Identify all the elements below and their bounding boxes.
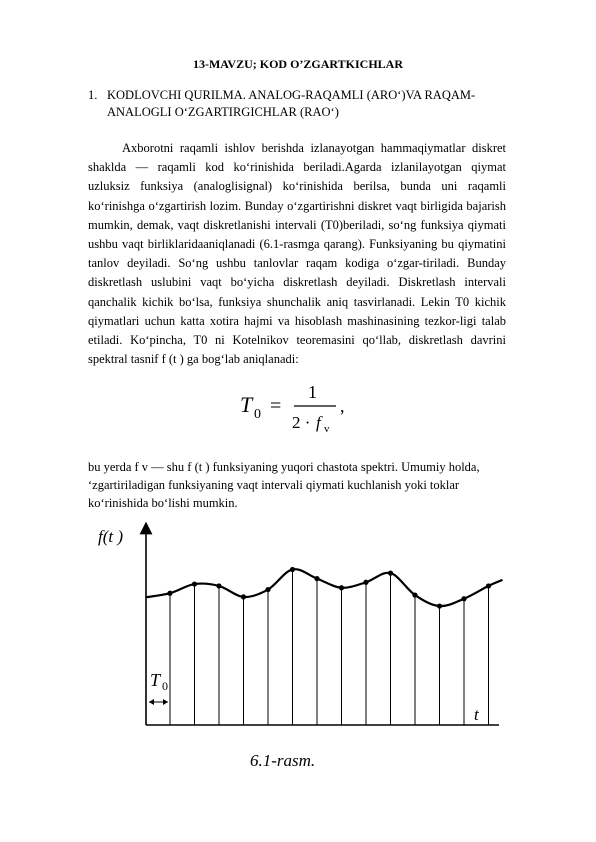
formula-den-prefix: 2 · xyxy=(292,413,311,432)
formula-lhs: T xyxy=(240,392,253,417)
kotelnikov-formula xyxy=(236,378,376,438)
sample-point xyxy=(216,583,221,588)
figure-caption: 6.1-rasm. xyxy=(250,751,316,770)
section-title: KODLOVCHI QURILMA. ANALOG-RAQAMLI (ARO‘)VA RAQAM-ANALOGLI O‘ZGARTIRGICHLAR (RAO‘) xyxy=(107,88,476,119)
sampling-figure xyxy=(94,522,514,782)
sample-point xyxy=(363,580,368,585)
sample-point xyxy=(314,576,319,581)
paragraph-text: Axborotni raqamli ishlov berishda izlanayotgan hammaqiymatlar diskret shaklda — raqamli kod ko‘rinishida beriladi.Agarda izlanilayotgan qiymat uzluksiz funksiya (analoglisignal) ko‘rinishida berilsa, bunda uni raqamli ko‘rinishga o‘zgartirish lozim. Bunday o‘zgartirishni diskret vaqt birligida bajarish mumkin, demak, vaqt diskretlanishi intervali (T0)beriladi, so‘ng funksiya qiymati ushbu vaqt birliklaridaaniqlanadi (6.1-rasmga qarang). Funksiyaning bu qiymatini tanlov deyiladi. So‘ng ushbu tanlovlar raqam kodiga o‘zgar-tiriladi. Bunday diskretlash uslubini vaqt bo‘yicha diskretlash deyiladi. Diskretlash intervali qanchalik kichik bo‘lsa, funksiya shunchalik aniq tasvirlanadi. Lekin T0 kichik qiymatlari uchun katta xotira hajmi va hisoblash mashinasining tezkor-ligi talab etiladi. Ko‘pincha, T0 ni Kotelnikov teoremasini qo‘llab, diskretlash davrini spektral tasnif f (t ) ga bog‘lab aniqlanadi: xyxy=(88,141,506,367)
x-axis-label: t xyxy=(474,705,479,724)
y-axis-label: f(t ) xyxy=(98,527,124,546)
formula-lhs-subscript: 0 xyxy=(254,407,261,422)
formula-equals: = xyxy=(270,395,282,417)
section-number: 1. xyxy=(88,88,98,102)
sample-point xyxy=(192,581,197,586)
sample-point xyxy=(486,583,491,588)
sample-point xyxy=(412,592,417,597)
formula-den-subscript: v xyxy=(324,423,330,435)
signal-curve xyxy=(146,569,503,606)
sample-point xyxy=(437,603,442,608)
sample-point xyxy=(167,591,172,596)
section-heading xyxy=(88,87,528,121)
explanation-line: bu yerda f v — shu f (t ) funksiyaning yuqori chastota spektri. Umumiy holda, xyxy=(88,460,480,474)
explanation-line: ko‘rinishida bo‘lishi mumkin. xyxy=(88,496,238,510)
body-paragraph xyxy=(88,139,506,369)
sample-point xyxy=(339,585,344,590)
sample-point xyxy=(388,571,393,576)
sample-point xyxy=(241,594,246,599)
formula-trailing-comma: , xyxy=(340,396,345,416)
sample-point xyxy=(265,587,270,592)
formula-den-var: f xyxy=(316,413,321,432)
page-title: 13-MAVZU; KOD O’ZGARTKICHLAR xyxy=(192,57,404,71)
explanation-line: ‘zgartiriladigan funksiyaning vaqt intervali qiymati kuchlanish yoki toklar xyxy=(88,478,460,492)
explanation-paragraph xyxy=(88,458,528,512)
period-subscript: 0 xyxy=(162,679,168,693)
sample-point xyxy=(290,567,295,572)
sample-point xyxy=(461,596,466,601)
period-label: T xyxy=(150,670,161,690)
sample-points-group xyxy=(167,567,491,609)
formula-numerator: 1 xyxy=(308,382,317,402)
sample-lines-group xyxy=(170,569,489,725)
